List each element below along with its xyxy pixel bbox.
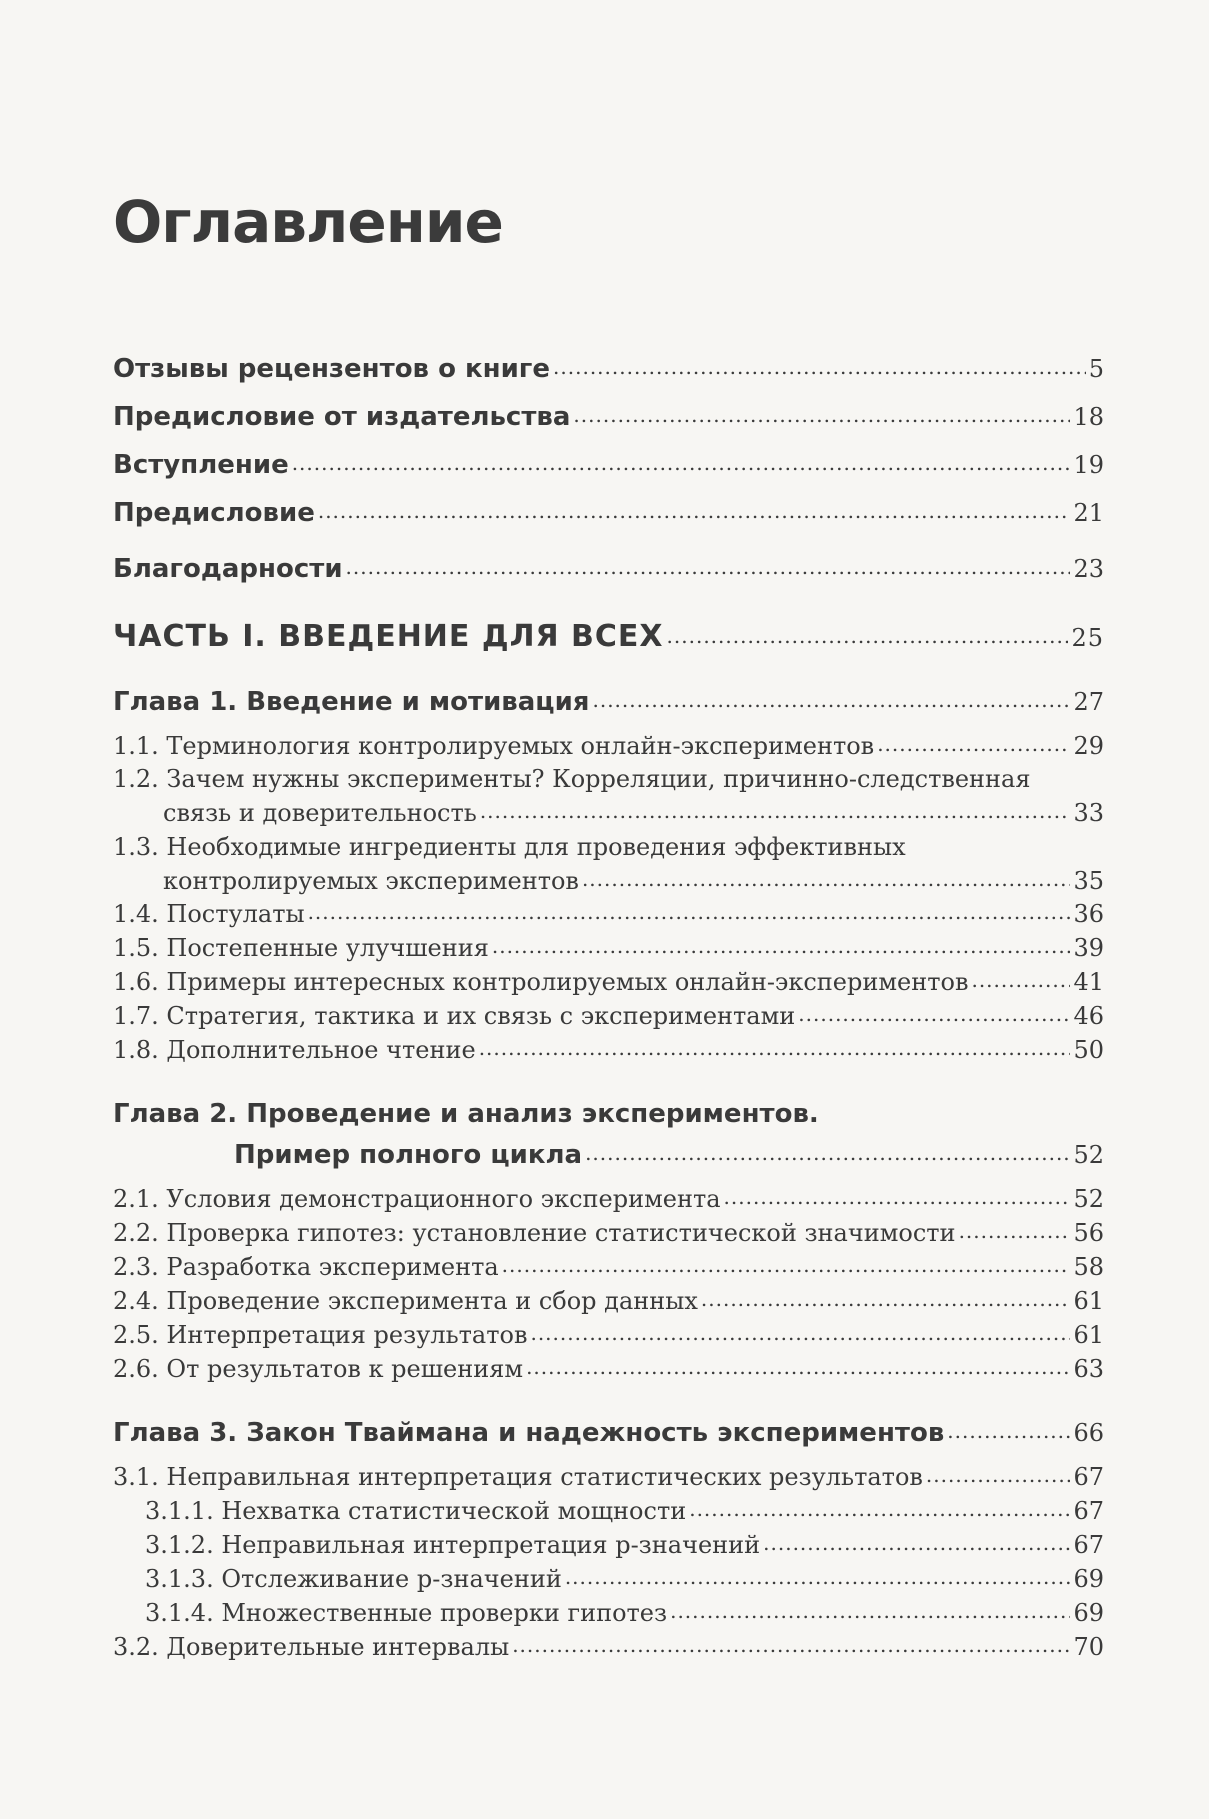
- toc-entry-page: 52: [1073, 1185, 1104, 1213]
- toc-entry-title: 3.1. Неправильная интерпретация статистических результатов: [113, 1463, 923, 1491]
- toc-entry-title: ЧАСТЬ I. ВВЕДЕНИЕ ДЛЯ ВСЕХ: [113, 619, 664, 654]
- leader-dots: [689, 1498, 1070, 1521]
- toc-entry-title: Предисловие от издательства: [113, 402, 571, 432]
- toc-entry-page: 56: [1073, 1219, 1104, 1247]
- toc-entry-page: 70: [1073, 1633, 1104, 1661]
- toc-entry-2-4[interactable]: [0, 1288, 1209, 1316]
- toc-entry-1-2-line-1[interactable]: 1.2. Зачем нужны эксперименты? Корреляции, причинно-следственная: [113, 765, 1031, 793]
- toc-entry-page: 39: [1073, 934, 1104, 962]
- toc-entry-title: 1.6. Примеры интересных контролируемых онлайн-экспериментов: [113, 968, 969, 996]
- leader-dots: [701, 1288, 1071, 1311]
- toc-entry-page: 36: [1073, 900, 1104, 928]
- leader-dots: [318, 500, 1071, 523]
- leader-dots: [585, 1142, 1070, 1165]
- toc-entry-title: 2.3. Разработка эксперимента: [113, 1253, 499, 1281]
- toc-entry-chapter-3[interactable]: [0, 1419, 1209, 1449]
- leader-dots: [926, 1464, 1071, 1487]
- toc-entry-title: 1.8. Дополнительное чтение: [113, 1036, 476, 1064]
- toc-entry-2-6[interactable]: [0, 1356, 1209, 1384]
- toc-entry-acknowledgements[interactable]: [0, 555, 1209, 585]
- leader-dots: [530, 1322, 1070, 1345]
- toc-entry-page: 67: [1073, 1463, 1104, 1491]
- leader-dots: [553, 356, 1086, 379]
- toc-entry-title: Предисловие: [113, 498, 315, 528]
- toc-entry-1-1[interactable]: [0, 733, 1209, 761]
- toc-entry-page: 61: [1073, 1287, 1104, 1315]
- toc-entry-title: Глава 3. Закон Тваймана и надежность экспериментов: [113, 1418, 945, 1448]
- toc-entry-title: 2.6. От результатов к решениям: [113, 1355, 524, 1383]
- leader-dots: [502, 1254, 1071, 1277]
- leader-dots: [667, 625, 1069, 648]
- toc-entry-page: 52: [1073, 1141, 1104, 1169]
- toc-entry-2-5[interactable]: [0, 1322, 1209, 1350]
- toc-entry-title: 1.1. Терминология контролируемых онлайн-экспериментов: [113, 732, 875, 760]
- toc-entry-title: 1.5. Постепенные улучшения: [113, 934, 489, 962]
- leader-dots: [480, 800, 1071, 823]
- toc-entry-title: 2.1. Условия демонстрационного эксперимента: [113, 1185, 721, 1213]
- toc-entry-page: 33: [1073, 799, 1104, 827]
- toc-entry-page: 27: [1073, 688, 1104, 716]
- toc-entry-title: Глава 1. Введение и мотивация: [113, 687, 590, 717]
- toc-entry-part-1[interactable]: [0, 620, 1209, 655]
- toc-entry-1-7[interactable]: [0, 1003, 1209, 1031]
- toc-entry-chapter-2[interactable]: [0, 1141, 1209, 1171]
- toc-entry-1-8[interactable]: [0, 1037, 1209, 1065]
- toc-entry-chapter-2-line-1[interactable]: Глава 2. Проведение и анализ экспериментов.: [113, 1099, 819, 1129]
- toc-entry-title: 3.2. Доверительные интервалы: [113, 1633, 510, 1661]
- toc-entry-reviews[interactable]: [0, 355, 1209, 385]
- toc-entry-3-1-3[interactable]: [0, 1566, 1209, 1594]
- toc-entry-page: 25: [1071, 624, 1104, 652]
- leader-dots: [798, 1003, 1070, 1026]
- toc-entry-title: 2.5. Интерпретация результатов: [113, 1321, 528, 1349]
- leader-dots: [763, 1532, 1070, 1555]
- leader-dots: [573, 404, 1070, 427]
- toc-entry-1-4[interactable]: [0, 901, 1209, 929]
- leader-dots: [877, 733, 1070, 756]
- toc-entry-3-2[interactable]: [0, 1634, 1209, 1662]
- toc-entry-2-3[interactable]: [0, 1254, 1209, 1282]
- toc-entry-title: Благодарности: [113, 554, 343, 584]
- leader-dots: [724, 1186, 1071, 1209]
- toc-entry-title: 1.4. Постулаты: [113, 900, 305, 928]
- leader-dots: [670, 1600, 1070, 1623]
- toc-entry-3-1-2[interactable]: [0, 1532, 1209, 1560]
- toc-entry-page: 50: [1073, 1036, 1104, 1064]
- toc-entry-page: 19: [1073, 451, 1104, 479]
- toc-entry-page: 21: [1073, 499, 1104, 527]
- toc-entry-3-1[interactable]: [0, 1464, 1209, 1492]
- toc-entry-title: 2.2. Проверка гипотез: установление статистической значимости: [113, 1219, 956, 1247]
- toc-entry-page: 18: [1073, 403, 1104, 431]
- toc-entry-1-6[interactable]: [0, 969, 1209, 997]
- toc-entry-1-3[interactable]: [0, 868, 1209, 896]
- leader-dots: [947, 1420, 1070, 1443]
- leader-dots: [565, 1566, 1071, 1589]
- leader-dots: [492, 935, 1071, 958]
- toc-entry-chapter-1[interactable]: [0, 688, 1209, 718]
- toc-entry-1-5[interactable]: [0, 935, 1209, 963]
- toc-entry-title: 3.1.1. Нехватка статистической мощности: [145, 1497, 687, 1525]
- toc-entry-page: 5: [1088, 355, 1104, 383]
- leader-dots: [592, 689, 1070, 712]
- leader-dots: [479, 1037, 1071, 1060]
- toc-entry-2-2[interactable]: [0, 1220, 1209, 1248]
- leader-dots: [582, 868, 1071, 891]
- toc-entry-title: Отзывы рецензентов о книге: [113, 354, 551, 384]
- toc-entry-title: 2.4. Проведение эксперимента и сбор данных: [113, 1287, 698, 1315]
- toc-entry-title: Вступление: [113, 450, 289, 480]
- toc-entry-2-1[interactable]: [0, 1186, 1209, 1214]
- toc-entry-page: 66: [1073, 1419, 1104, 1447]
- leader-dots: [526, 1356, 1070, 1379]
- toc-entry-page: 35: [1073, 867, 1104, 895]
- toc-entry-title: связь и доверительность: [163, 799, 477, 827]
- toc-entry-title: 3.1.2. Неправильная интерпретация p-значений: [145, 1531, 761, 1559]
- toc-entry-page: 29: [1073, 732, 1104, 760]
- toc-entry-publisher-preface[interactable]: [0, 403, 1209, 433]
- toc-entry-1-3-line-1[interactable]: 1.3. Необходимые ингредиенты для проведения эффективных: [113, 833, 906, 861]
- page-title: Оглавление: [113, 188, 503, 256]
- toc-entry-title: 3.1.4. Множественные проверки гипотез: [145, 1599, 668, 1627]
- leader-dots: [308, 901, 1071, 924]
- toc-entry-title: 3.1.3. Отслеживание p-значений: [145, 1565, 562, 1593]
- toc-entry-3-1-4[interactable]: [0, 1600, 1209, 1628]
- toc-entry-introduction[interactable]: [0, 451, 1209, 481]
- toc-entry-page: 46: [1073, 1002, 1104, 1030]
- leader-dots: [292, 452, 1071, 475]
- leader-dots: [512, 1634, 1070, 1657]
- toc-entry-preface[interactable]: [0, 499, 1209, 529]
- toc-entry-title: Пример полного цикла: [234, 1140, 583, 1170]
- toc-entry-title: 1.7. Стратегия, тактика и их связь с экспериментами: [113, 1002, 796, 1030]
- toc-entry-page: 58: [1073, 1253, 1104, 1281]
- leader-dots: [346, 556, 1071, 579]
- toc-entry-page: 23: [1073, 555, 1104, 583]
- toc-entry-page: 69: [1073, 1599, 1104, 1627]
- toc-entry-page: 69: [1073, 1565, 1104, 1593]
- toc-entry-page: 41: [1073, 968, 1104, 996]
- leader-dots: [959, 1220, 1071, 1243]
- toc-entry-title: контролируемых экспериментов: [163, 867, 579, 895]
- leader-dots: [971, 969, 1070, 992]
- toc-entry-page: 67: [1073, 1531, 1104, 1559]
- toc-entry-page: 63: [1073, 1355, 1104, 1383]
- toc-entry-page: 61: [1073, 1321, 1104, 1349]
- toc-entry-1-2[interactable]: [0, 800, 1209, 828]
- toc-entry-page: 67: [1073, 1497, 1104, 1525]
- toc-entry-3-1-1[interactable]: [0, 1498, 1209, 1526]
